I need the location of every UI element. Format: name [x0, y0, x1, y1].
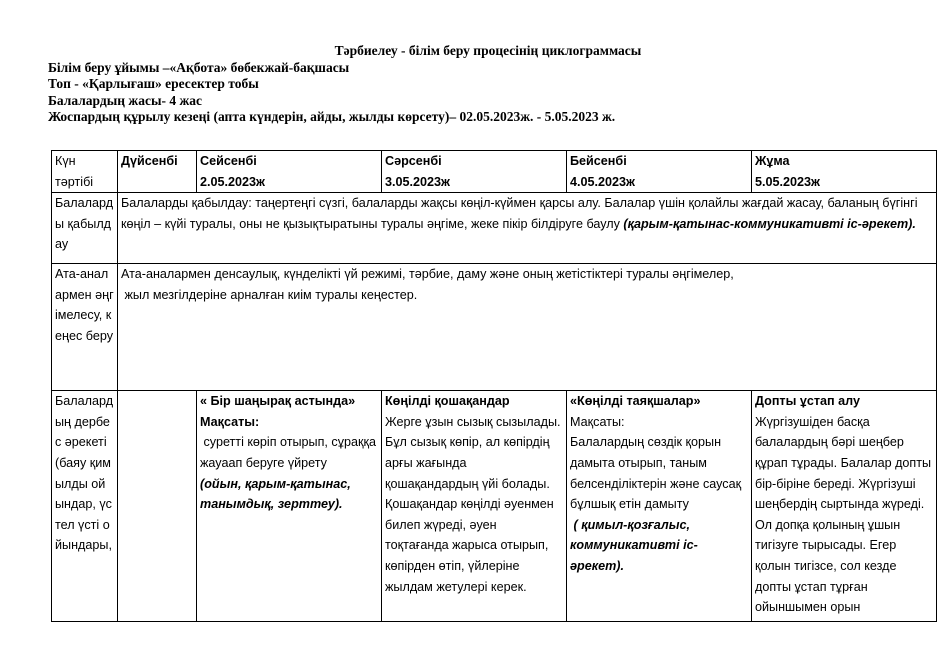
activity-type: (ойын, қарым-қатынас, танымдық, зерттеу).	[200, 476, 351, 512]
age-line: Балалардың жасы- 4 жас	[48, 92, 203, 108]
activity-type: ( қимыл-қозғалыс, коммуникативті іс-әрекет).	[570, 517, 698, 573]
parents-text-cell	[118, 264, 937, 391]
reception-row	[52, 193, 937, 264]
day-name: Сейсенбі	[200, 154, 257, 168]
goal-label: Мақсаты:	[200, 414, 260, 429]
document-title: Тәрбиелеу - білім беру процесінің циклограммасы	[334, 43, 642, 58]
table-header-row	[52, 151, 937, 193]
game-title: «Көңілді таяқшалар»	[570, 394, 701, 409]
day-name: Бейсенбі	[570, 154, 627, 168]
day-date: 4.05.2023ж	[570, 174, 635, 189]
day-name: Жұма	[755, 154, 790, 168]
parents-label: Ата-аналармен әңгімелесу, кеңес беру	[52, 264, 118, 391]
reception-label: Балаларды қабылдау	[52, 193, 118, 264]
day-name: Сәрсенбі	[385, 154, 442, 168]
document-header	[48, 43, 928, 126]
header-cell-schedule: Күн тәртібі	[52, 151, 118, 193]
parents-text-line-2: жыл мезгілдеріне арналған киім туралы кеңестер.	[121, 287, 418, 302]
activity-thursday-cell	[567, 391, 752, 622]
activity-friday-cell	[752, 391, 937, 622]
day-date: 5.05.2023ж	[755, 174, 820, 189]
goal-label: Мақсаты:	[570, 414, 625, 429]
parents-text-line-1: Ата-аналармен денсаулық, күнделікті үй режимі, тәрбие, даму және оның жетістіктері туралы әңгімелер,	[121, 267, 734, 282]
game-title: « Бір шаңырақ астында»	[200, 394, 356, 409]
game-description: Жүргізушіден басқа балалардың бәрі шеңбер құрап тұрады. Балалар допты бір-біріне береді. Жүргізуші шеңбердің сыртында жүреді. Ол допқа қолының ұшын тигізуге тырысады. Егер қолын тигізсе, сол кезде допты ұстап тұрған ойыншымен орын	[755, 414, 932, 615]
day-date: 3.05.2023ж	[385, 174, 450, 189]
day-name: Дүйсенбі	[121, 154, 178, 168]
organization-line: Білім беру ұйымы –«Ақбота» бөбекжай-бақшасы	[48, 59, 350, 75]
reception-text-cell	[118, 193, 937, 264]
header-cell-wednesday	[382, 151, 567, 193]
parents-row	[52, 264, 937, 391]
game-title: Көңілді қошақандар	[385, 394, 510, 409]
game-description: Жерге ұзын сызық сызылады. Бұл сызық көпір, ал көпірдің арғы жағында қошақандардың үйі болады. Қошақандар көңілді әуенмен билеп жүреді, әуен тоқтағанда жарыса отырып, көпірден өтіп, үйлеріне жылдам жетулері керек.	[385, 414, 561, 594]
activity-wednesday-cell	[382, 391, 567, 622]
header-cell-tuesday	[197, 151, 382, 193]
goal-text: суретті көріп отырып, сұраққа жауаап беруге үйрету	[200, 435, 380, 470]
group-line: Топ - «Қарлығаш» ересектер тобы	[48, 76, 259, 91]
activity-tuesday-cell	[197, 391, 382, 622]
reception-text: Балаларды қабылдау: таңертеңгі сүзгі, балаларды жақсы көңіл-күймен қарсы алу. Балалар үшін қолайлы жағдай жасау, баланың бүгінгі көңіл – күйі туралы, оны не қызықтыратыны туралы әңгіме, жеке пікір білдіруге баулу	[121, 196, 918, 231]
header-cell-friday	[752, 151, 937, 193]
cyclogram-table	[51, 150, 937, 622]
header-cell-thursday	[567, 151, 752, 193]
header-cell-monday	[118, 151, 197, 193]
activity-label: Балалардың дербес әрекеті (баяу қимылды ойындар, үстел үсті ойындары,	[52, 391, 118, 622]
day-date: 2.05.2023ж	[200, 174, 265, 189]
period-line: Жоспардың құрылу кезеңі (апта күндерін, айды, жылды көрсету)– 02.05.2023ж. - 5.05.2023 ж.	[48, 109, 616, 124]
game-title: Допты ұстап алу	[755, 394, 860, 409]
activity-monday-cell	[118, 391, 197, 622]
goal-text: Балалардың сөздік қорын дамыта отырып, таным белсенділіктерін және саусақ бұлшық етін дамыту	[570, 435, 742, 512]
activity-row	[52, 391, 937, 622]
reception-activity-type: (қарым-қатынас-коммуникативті іс-әрекет).	[623, 216, 916, 231]
